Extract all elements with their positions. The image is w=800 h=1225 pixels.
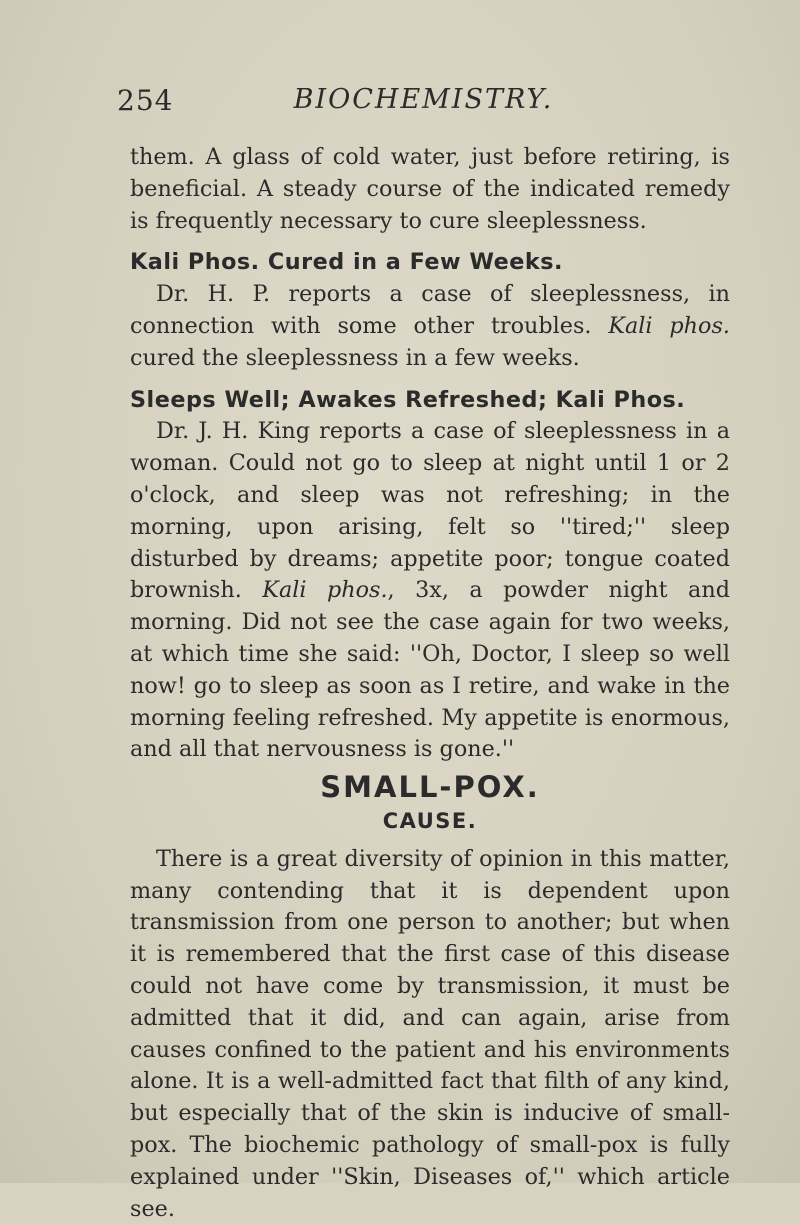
intro-paragraph: them. A glass of cold water, just before retiring, is beneficial. A steady course of the indicated remedy is frequently necessary to cure sleeplessness. (130, 144, 730, 234)
case1-text-after: cured the sleeplessness in a few weeks. (130, 344, 580, 371)
page-header (117, 84, 730, 124)
section-title: SMALL-POX. (320, 770, 540, 805)
case1-paragraph (130, 279, 730, 374)
page-number: 254 (117, 84, 174, 117)
case1-text-before: Dr. H. P. reports a case of sleeplessness, in connection with some other troubles. (130, 281, 730, 339)
case2-text-after: , 3x, a powder night and morning. Did not see the case again for two weeks, at which time she said: ''Oh, Doctor, I sleep so well now! go to sleep as soon as I retire, and wake in the morning feeling refreshed. My appetite is enormous, and all that nervousness is gone.'' (130, 577, 730, 763)
section-paragraph: There is a great diversity of opinion in this matter, many contending that it is dependent upon transmission from one person to another; but when it is remembered that the first case of this disease could not have come by transmission, it must be admitted that it did, and can again, arise from causes confined to the patient and his environments alone. It is a well-admitted fact that filth of any kind, but especially that of the skin is inducive of small-pox. The biochemic pathology of small-pox is fully explained under ''Skin, Diseases of,'' which article see. (130, 845, 730, 1222)
case2-paragraph (130, 416, 730, 766)
case2-remedy: Kali phos. (262, 577, 388, 604)
case1-remedy: Kali phos. (608, 312, 730, 339)
case2-heading: Sleeps Well; Awakes Refreshed; Kali Phos. (130, 386, 686, 413)
running-title: BIOCHEMISTRY. (293, 84, 554, 115)
case2-text-before: Dr. J. H. King reports a case of sleeplessness in a woman. Could not go to sleep at night until 1 or 2 o'clock, and sleep was not refreshing; in the morning, upon arising, felt so ''tired;'' sleep disturbed by dreams; appetite poor; tongue coated brownish. (130, 418, 730, 604)
page-body (130, 142, 730, 1225)
case1-heading: Kali Phos. Cured in a Few Weeks. (130, 249, 563, 276)
section-subtitle: CAUSE. (382, 808, 478, 833)
